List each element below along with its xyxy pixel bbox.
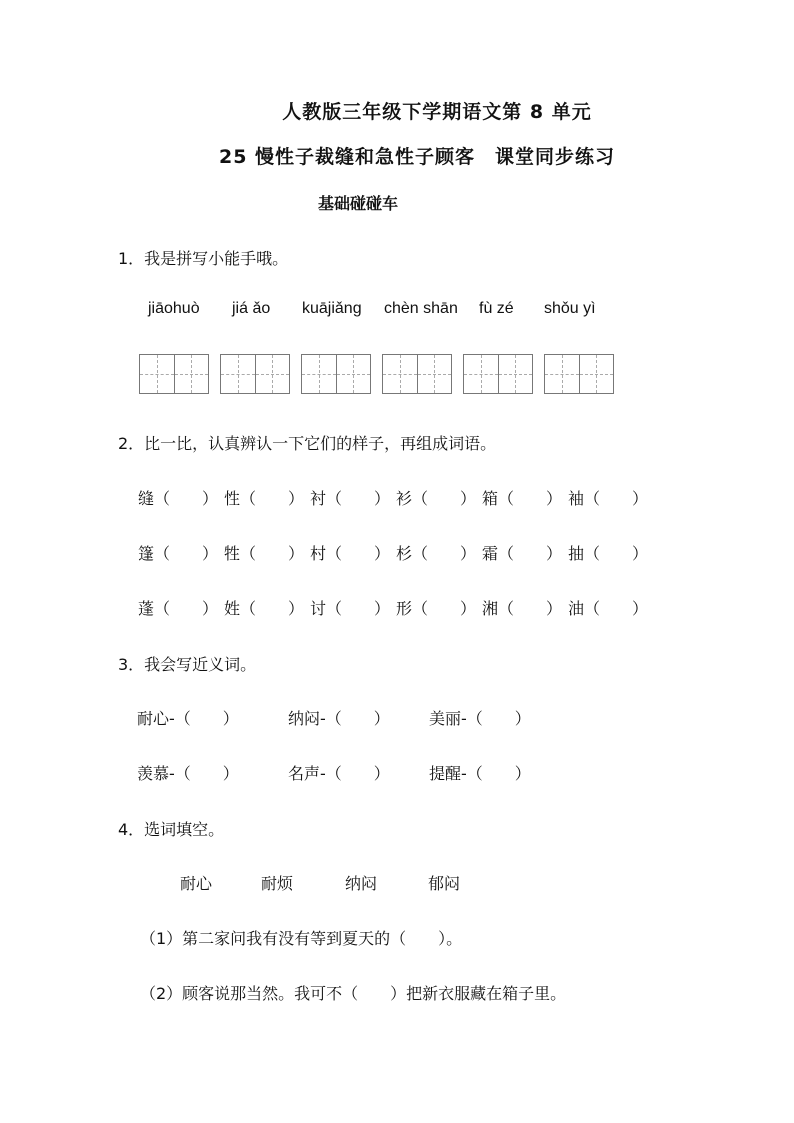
question-4-prompt: 4．选词填空。: [118, 820, 225, 839]
synonym-item: 纳闷-（ ）: [288, 709, 390, 728]
pinyin-item: fù zé: [479, 300, 514, 317]
compare-item: 姓（ ）: [224, 599, 305, 618]
compare-item: 衬（ ）: [310, 489, 391, 508]
compare-item: 箱（ ）: [482, 489, 563, 508]
compare-item: 村（ ）: [310, 544, 391, 563]
fill-item: （1）第二家问我有没有等到夏天的（ ）。: [140, 929, 463, 948]
question-2-prompt: 2．比一比，认真辨认一下它们的样子，再组成词语。: [118, 434, 497, 453]
writing-grid-box[interactable]: [463, 354, 533, 394]
synonym-item: 耐心-（ ）: [137, 709, 239, 728]
word-choice: 纳闷: [345, 874, 378, 893]
synonym-item: 美丽-（ ）: [429, 709, 531, 728]
writing-grid-box[interactable]: [544, 354, 614, 394]
question-3-prompt: 3．我会写近义词。: [118, 655, 257, 674]
compare-item: 袖（ ）: [568, 489, 649, 508]
writing-grid-box[interactable]: [220, 354, 290, 394]
lesson-title: 25 慢性子裁缝和急性子顾客 课堂同步练习: [218, 146, 616, 168]
compare-item: 篷（ ）: [138, 544, 219, 563]
compare-item: 霜（ ）: [482, 544, 563, 563]
compare-row: [138, 596, 654, 619]
writing-grid-box[interactable]: [139, 354, 209, 394]
pinyin-item: shǒu yì: [544, 300, 596, 317]
compare-item: 衫（ ）: [396, 489, 477, 508]
pinyin-item: kuājiǎng: [302, 300, 362, 317]
compare-item: 性（ ）: [224, 489, 305, 508]
word-choice: 郁闷: [428, 874, 461, 893]
word-choice: 耐烦: [261, 874, 294, 893]
compare-item: 讨（ ）: [310, 599, 391, 618]
writing-grid-box[interactable]: [382, 354, 452, 394]
pinyin-item: jiāohuò: [148, 300, 200, 317]
synonym-item: 名声-（ ）: [288, 764, 390, 783]
writing-grid-box[interactable]: [301, 354, 371, 394]
section-title: 基础碰碰车: [318, 194, 399, 213]
compare-row: [138, 486, 654, 509]
compare-item: 牲（ ）: [224, 544, 305, 563]
compare-item: 湘（ ）: [482, 599, 563, 618]
worksheet-title: 人教版三年级下学期语文第 8 单元: [282, 101, 592, 123]
compare-item: 抽（ ）: [568, 544, 649, 563]
question-1-prompt: 1．我是拼写小能手哦。: [118, 249, 289, 268]
compare-item: 杉（ ）: [396, 544, 477, 563]
synonym-item: 提醒-（ ）: [429, 764, 531, 783]
pinyin-item: chèn shān: [384, 300, 458, 317]
pinyin-item: jiá ǎo: [232, 300, 271, 317]
compare-item: 形（ ）: [396, 599, 477, 618]
synonym-item: 羡慕-（ ）: [137, 764, 239, 783]
compare-item: 蓬（ ）: [138, 599, 219, 618]
compare-item: 缝（ ）: [138, 489, 219, 508]
word-choice: 耐心: [180, 874, 213, 893]
fill-item: （2）顾客说那当然。我可不（ ）把新衣服藏在箱子里。: [140, 984, 567, 1003]
compare-item: 油（ ）: [568, 599, 649, 618]
compare-row: [138, 541, 654, 564]
